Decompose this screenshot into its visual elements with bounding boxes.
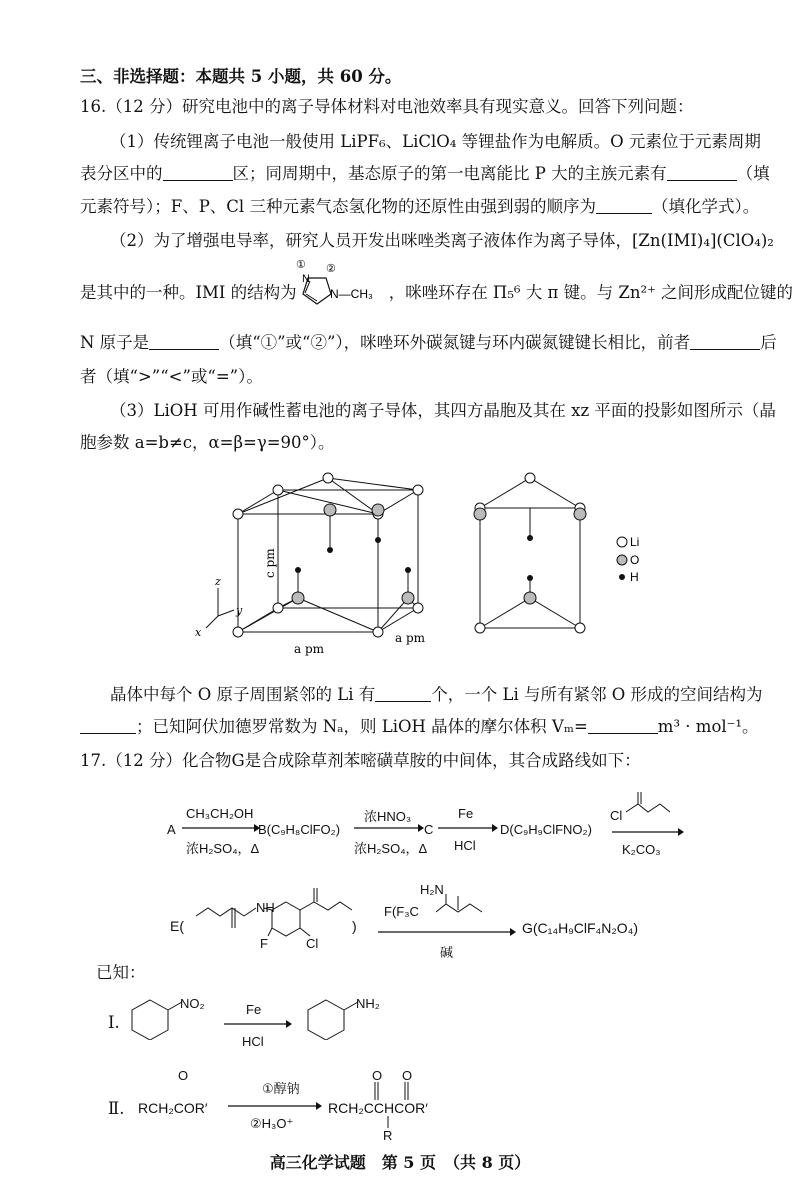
o-atom [474, 508, 486, 520]
imi-nch3: N—CH₃ [330, 287, 373, 301]
q17-intro: 17.（12 分）化合物G是合成除草剂苯嘧磺草胺的中间体，其合成路线如下： [80, 751, 641, 770]
arrow-4 [610, 826, 684, 838]
reagent-f-cf3: F₃C [396, 904, 419, 919]
known-2-product-bonds [370, 1080, 420, 1130]
e-nh: NH [256, 900, 275, 915]
q16-text: 区；同周期中，基态原子的第一电离能比 P 大的主族元素有 [232, 164, 667, 183]
o-atom [574, 508, 586, 520]
h-atom [375, 537, 381, 543]
compound-e-close: ) [352, 918, 357, 934]
legend-o-symbol [617, 555, 627, 565]
bottom-bond [378, 598, 408, 632]
reagent-3-top: Fe [458, 806, 474, 821]
q16-text: 个，一个 Li 与所有紧邻 O 形成的空间结构为 [431, 685, 763, 704]
answer-blank[interactable] [163, 164, 233, 181]
q16-text: 晶体中每个 O 原子周围紧邻的 Li 有 [110, 685, 376, 704]
known-2-product-o1: O [372, 1068, 383, 1083]
compound-b: B(C₉H₈ClFO₂) [258, 822, 341, 837]
arrow-2 [352, 822, 424, 834]
h-atom [527, 535, 533, 541]
reagent-3-bottom: HCl [454, 838, 476, 853]
imi-n1-label: ① [296, 258, 306, 271]
arrow-1 [180, 822, 260, 834]
page-footer: 高三化学试题 第 5 页 （共 8 页） [269, 1153, 531, 1172]
li-atom [323, 473, 333, 483]
imi-structure [296, 258, 396, 314]
q16-p2-line1: （2）为了增强电导率，研究人员开发出咪唑类离子液体作为离子导体，[Zn(IMI)₄](ClO₄)₂ [110, 231, 774, 250]
bottom-bond [298, 598, 378, 632]
answer-blank[interactable] [596, 197, 652, 214]
known-1-no2: NO₂ [180, 996, 205, 1011]
li-atom [273, 485, 283, 495]
q16-p2-line3 [80, 332, 777, 354]
e-f: F [260, 936, 268, 951]
arrow-known-2 [226, 1100, 322, 1112]
q16-p3-line2: 胞参数 a=b≠c，α=β=γ=90°）。 [80, 433, 335, 452]
li-atom [233, 627, 243, 637]
cell-edge [378, 608, 418, 632]
reagent-1-bottom: 浓H₂SO₄，Δ [186, 841, 260, 856]
known-2-top: ①醇钠 [262, 1081, 300, 1096]
lioh-cell-figure [190, 470, 660, 660]
compound-e-structure [190, 880, 370, 960]
imi-n2-label: ② [326, 262, 336, 275]
compound-g: G(C₁₄H₉ClF₄N₂O₄) [522, 920, 639, 936]
o-atom [324, 504, 336, 516]
q16-p1-line3 [80, 196, 759, 218]
answer-blank[interactable] [690, 333, 760, 350]
li-atom [475, 623, 485, 633]
cell-back-face [278, 490, 418, 608]
answer-blank[interactable] [588, 717, 658, 734]
arrow-5 [376, 926, 516, 938]
reagent-2-top: 浓HNO₃ [364, 809, 412, 824]
answer-blank[interactable] [80, 717, 136, 734]
top-bond [238, 478, 328, 514]
reagent-2-bottom: 浓H₂SO₄，Δ [354, 841, 428, 856]
h-atom [527, 575, 533, 581]
reagent-f-h2n: H₂N [420, 882, 444, 897]
known-1-nh2: NH₂ [356, 996, 380, 1011]
h-atom [327, 547, 333, 553]
li-atom [575, 623, 585, 633]
li-atom [525, 473, 535, 483]
q16-text: N 原子是 [80, 333, 150, 352]
compound-c: C [424, 822, 434, 837]
reagent-f-label [384, 904, 419, 919]
known-1-label: Ⅰ. [108, 1013, 120, 1032]
legend-li-symbol [617, 537, 627, 547]
q16-p3-line4 [80, 716, 758, 738]
bottom-bond [238, 598, 298, 632]
answer-blank[interactable] [667, 164, 737, 181]
axis-x-label: x [195, 626, 202, 639]
legend-o: O [630, 553, 640, 567]
q16-p3-line1: （3）LiOH 可用作碱性蓄电池的离子导体，其四方晶胞及其在 xz 平面的投影如图所示（晶 [110, 401, 776, 420]
q16-p1-line1: （1）传统锂离子电池一般使用 LiPF₆、LiClO₄ 等锂盐作为电解质。O 元素位于元素周期 [110, 132, 761, 151]
q16-text: ；已知阿伏加德罗常数为 Nₐ，则 LiOH 晶体的摩尔体积 Vₘ= [136, 717, 588, 736]
known-2-product: RCH₂CCHCOR′ [328, 1100, 428, 1116]
q16-text: 后 [760, 333, 777, 352]
o-atom [292, 592, 304, 604]
legend-h-symbol [619, 574, 625, 580]
aniline-ring [304, 996, 364, 1040]
reagent-base: 碱 [440, 945, 454, 960]
compound-a: A [167, 822, 176, 837]
reagent-f-structure [436, 884, 496, 918]
reagent-4-cl: Cl [610, 808, 623, 823]
c-pm-label: c pm [263, 548, 277, 578]
imi-n-atom: N [302, 273, 310, 285]
compound-e-label: E( [170, 918, 184, 934]
li-atom [413, 603, 423, 613]
cell-front-face [238, 514, 378, 632]
o-atom [524, 592, 536, 604]
h-atom [295, 567, 301, 573]
legend-h: H [630, 570, 639, 584]
reagent-4-bottom: K₂CO₃ [622, 842, 661, 857]
legend-li: Li [630, 535, 640, 549]
known-label: 已知： [96, 963, 146, 982]
q16-text: （填化学式）。 [651, 197, 760, 216]
known-1-bottom: HCl [242, 1034, 264, 1049]
nitrobenzene-ring [128, 996, 188, 1040]
li-atom [233, 509, 243, 519]
compound-d: D(C₉H₉ClFNO₂) [500, 822, 592, 837]
a-pm-label: a pm [294, 642, 325, 656]
a-pm-label-2: a pm [395, 631, 426, 645]
reagent-f-open: F( [384, 904, 397, 919]
axis-z-label: z [215, 575, 221, 588]
known-2-r: R [383, 1128, 393, 1143]
x-axis [206, 616, 218, 628]
answer-blank[interactable] [149, 333, 219, 350]
li-atom [273, 603, 283, 613]
q16-p3-line3 [110, 684, 763, 706]
q16-intro: 16.（12 分）研究电池中的离子导体材料对电池效率具有现实意义。回答下列问题： [80, 97, 694, 116]
q16-text: ，咪唑环存在 Π₅⁶ 大 π 键。与 Zn²⁺ 之间形成配位键的 [388, 283, 794, 302]
q16-text: 元素符号）；F、P、Cl 三种元素气态氢化物的还原性由强到弱的顺序为 [80, 197, 596, 216]
known-2-reactant: RCH₂COR′ [138, 1100, 208, 1116]
li-atom [373, 627, 383, 637]
q16-p1-line2 [80, 163, 770, 185]
axis-y-label: y [236, 604, 243, 617]
known-1-top: Fe [246, 1002, 262, 1017]
o-atom [372, 504, 384, 516]
e-cl: Cl [306, 936, 319, 951]
arrow-known-1 [222, 1018, 292, 1030]
q16-text: （填 [736, 164, 770, 183]
cell-edge [238, 490, 278, 514]
q16-text: 是其中的一种。IMI 的结构为 [80, 283, 297, 302]
o-atom [402, 592, 414, 604]
q16-text: m³ · mol⁻¹。 [657, 717, 759, 736]
h-atom [405, 567, 411, 573]
li-atom [413, 485, 423, 495]
known-2-product-o2: O [402, 1068, 413, 1083]
known-2-bottom: ②H₃O⁺ [250, 1116, 294, 1131]
arrow-3 [436, 822, 498, 834]
known-2-label: Ⅱ. [108, 1099, 125, 1118]
q16-p2-line2 [80, 282, 793, 304]
answer-blank[interactable] [375, 685, 431, 702]
q16-text: 表分区中的 [80, 164, 163, 183]
reagent-1-top: CH₃CH₂OH [186, 806, 254, 821]
q16-p2-line4: 者（填“>”“<”或“=”）。 [80, 367, 263, 386]
y-axis [218, 610, 234, 616]
section-header: 三、非选择题：本题共 5 小题，共 60 分。 [80, 67, 402, 86]
known-2-reactant-o: O [178, 1068, 189, 1083]
q16-text: （填“①”或“②”），咪唑环外碳氮键与环内碳氮键键长相比，前者 [219, 333, 691, 352]
